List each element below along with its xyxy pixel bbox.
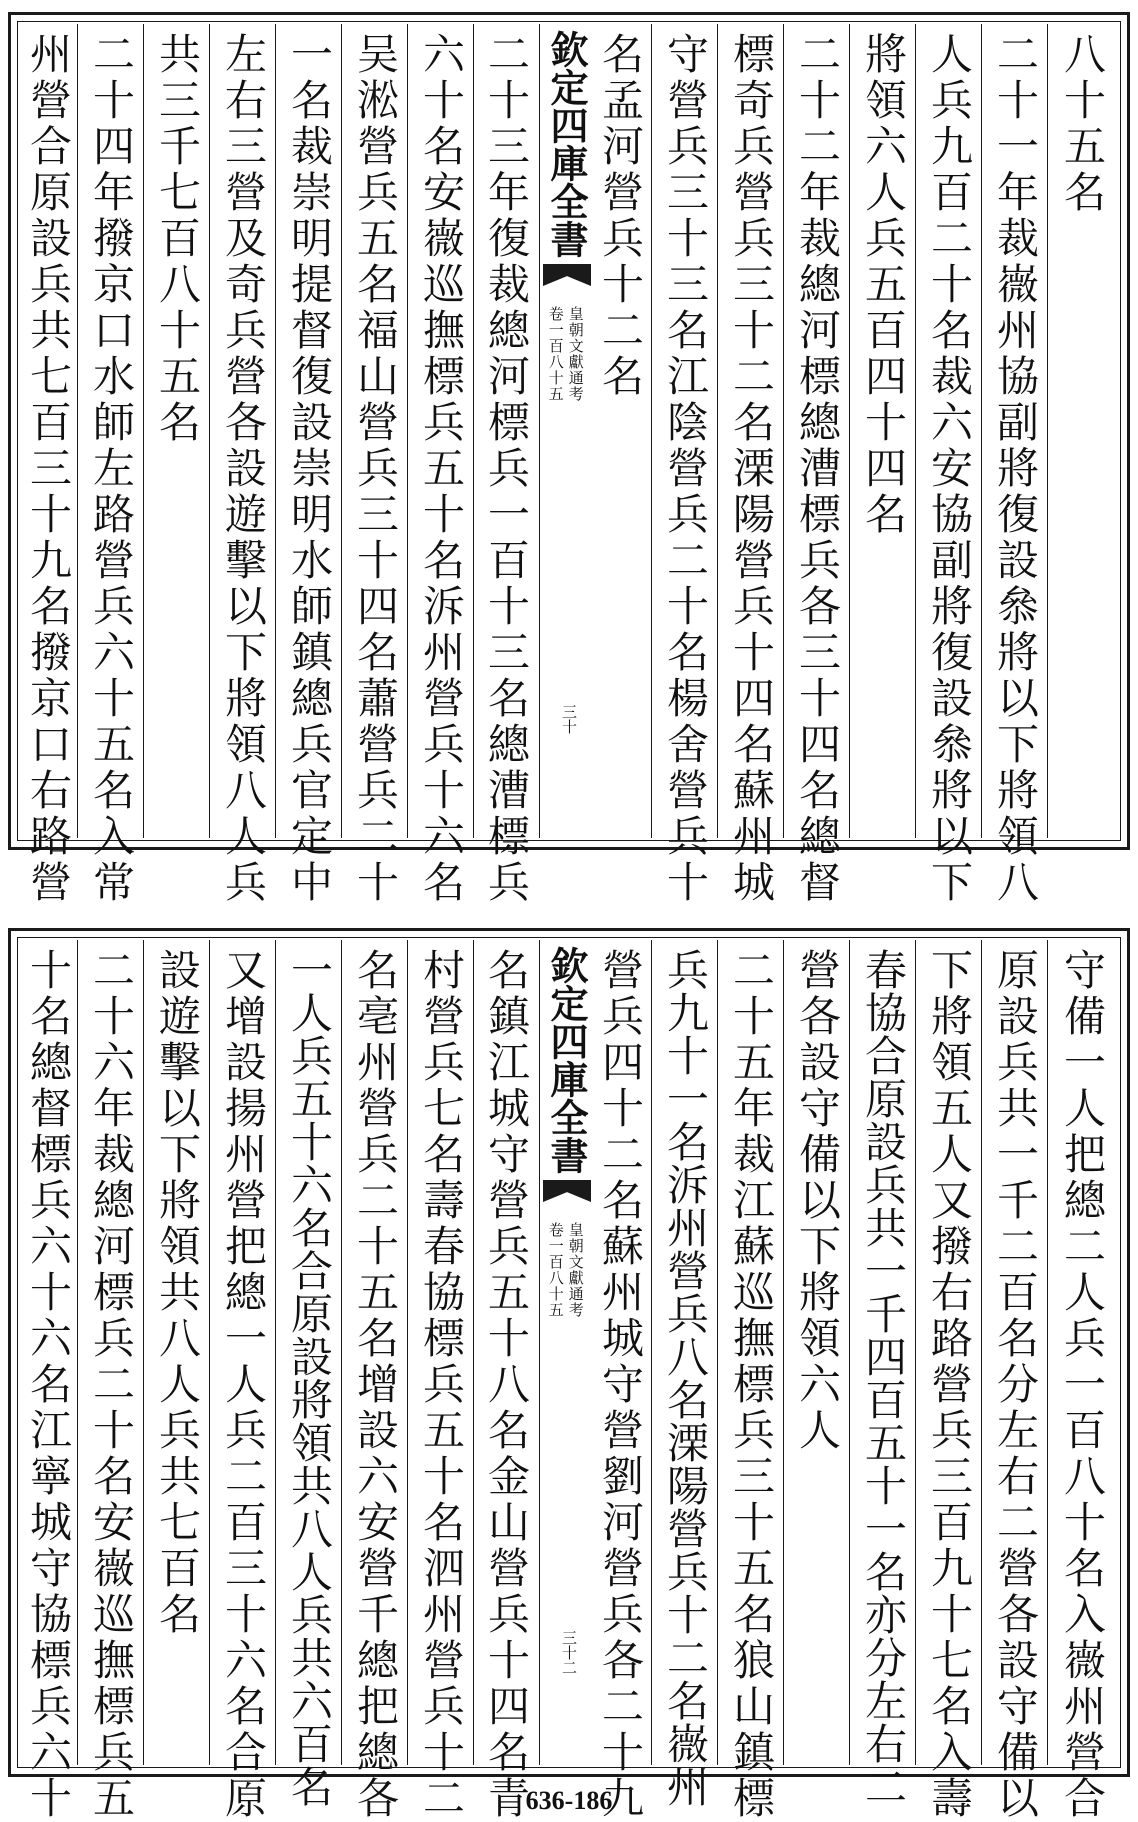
- column-rule: [341, 24, 342, 838]
- column-rule: [143, 940, 144, 1765]
- text-column: [1049, 24, 1115, 838]
- column-rule: [651, 940, 652, 1765]
- text-column: [589, 24, 651, 838]
- column-text: 八十五名: [1058, 32, 1107, 216]
- column-text: 又增設揚州營把總一人兵二百三十六名合原: [219, 948, 268, 1822]
- column-rule: [77, 940, 78, 1765]
- text-column: [983, 24, 1047, 906]
- column-text: 下將領五人又撥右路營兵三百九十七名入壽: [925, 948, 974, 1822]
- column-rule: [341, 940, 342, 1765]
- column-rule: [473, 940, 474, 1765]
- text-column: [983, 940, 1047, 1822]
- text-column: [343, 24, 407, 906]
- column-text: 二十五年裁江蘇巡撫標兵三十五名狼山鎮標: [727, 948, 776, 1822]
- fishtail-mark: [543, 264, 591, 286]
- text-column: [917, 24, 981, 906]
- column-text: 原設兵共一千二百名分左右二營各設守備以: [991, 948, 1040, 1822]
- column-text: 十名總督標兵六十六名江寧城守協標兵六十: [24, 948, 73, 1822]
- column-text: 守備一人把總二人兵一百八十名入嶶州營合: [1058, 948, 1107, 1822]
- column-rule: [209, 940, 210, 1765]
- column-rule: [849, 940, 850, 1765]
- column-text: 二十六年裁總河標兵二十名安嶶巡撫標兵五: [87, 948, 136, 1822]
- column-text: 將領六人兵五百四十四名: [859, 32, 908, 538]
- column-text: 一名裁崇明提督復設崇明水師鎮總兵官定中: [285, 32, 334, 906]
- column-text: 村營兵七名壽春協標兵五十名泗州營兵十二: [417, 948, 466, 1822]
- column-text: 吴淞營兵五名福山營兵三十四名蕭營兵二十: [351, 32, 400, 906]
- text-column: [851, 24, 915, 838]
- column-text: 共三千七百八十五名: [153, 32, 202, 446]
- text-column: [1049, 940, 1115, 1822]
- text-column: [653, 24, 717, 906]
- leaf-number: 三十二: [560, 1630, 578, 1675]
- text-column: [653, 940, 717, 1808]
- column-rule: [981, 24, 982, 838]
- column-text: 人兵九百二十名裁六安協副將復設叅將以下: [925, 32, 974, 906]
- text-column: [475, 940, 537, 1822]
- column-text: 二十三年復裁總河標兵一百十三名總漕標兵: [482, 32, 531, 906]
- banner-title: 欽定四庫全書: [544, 946, 589, 1174]
- column-rule: [717, 940, 718, 1765]
- text-column: [589, 940, 651, 1822]
- column-rule: [783, 940, 784, 1765]
- column-rule: [651, 24, 652, 838]
- column-rule: [915, 940, 916, 1765]
- banner-title: 欽定四庫全書: [544, 30, 589, 258]
- text-column: [917, 940, 981, 1822]
- column-text: 兵九十一名泝州營兵八名溧陽營兵十二名嶶州: [661, 948, 710, 1808]
- column-rule: [981, 940, 982, 1765]
- column-text: 名亳州營兵二十五名增設六安營千總把總各: [351, 948, 400, 1822]
- center-banner: [541, 24, 593, 838]
- column-rule: [717, 24, 718, 838]
- column-text: 名孟河營兵十二名: [596, 32, 645, 400]
- text-column: [343, 940, 407, 1822]
- column-rule: [473, 24, 474, 838]
- text-column: [851, 940, 915, 1808]
- column-rule: [275, 24, 276, 838]
- column-rule: [1047, 940, 1048, 1765]
- text-column: [719, 24, 783, 906]
- column-rule: [915, 24, 916, 838]
- text-column: [277, 24, 341, 906]
- column-text: 二十四年撥京口水師左路營兵六十五名入常: [87, 32, 136, 906]
- column-text: 名鎮江城守營兵五十八名金山營兵十四名青: [482, 948, 531, 1822]
- text-column: [145, 940, 209, 1765]
- column-text: 二十一年裁嶶州協副將復設叅將以下將領八: [991, 32, 1040, 906]
- text-column: [211, 24, 275, 906]
- text-column: [19, 24, 77, 906]
- text-column: [785, 24, 849, 906]
- column-text: 左右三營及奇兵營各設遊擊以下將領八人兵: [219, 32, 268, 906]
- column-rule: [209, 24, 210, 838]
- column-text: 二十二年裁總河標總漕標兵各三十四名總督: [793, 32, 842, 906]
- text-column: [79, 24, 143, 906]
- column-text: 標奇兵營兵三十二名溧陽營兵十四名蘇州城: [727, 32, 776, 906]
- column-rule: [783, 24, 784, 838]
- book-title: 皇朝文獻通考: [566, 306, 585, 402]
- text-column: [409, 940, 473, 1822]
- column-rule: [143, 24, 144, 838]
- page-number: 636-186: [525, 1786, 613, 1815]
- volume-label: 卷一百八十五: [546, 1222, 565, 1318]
- book-title: 皇朝文獻通考: [566, 1222, 585, 1318]
- column-rule: [407, 24, 408, 838]
- leaf-number: 三十: [560, 704, 578, 734]
- volume-label: 卷一百八十五: [546, 306, 565, 402]
- column-rule: [539, 24, 540, 838]
- column-text: 營各設守備以下將領六人: [793, 948, 842, 1454]
- column-text: 設遊擊以下將領共八人兵共七百名: [153, 948, 202, 1638]
- text-column: [719, 940, 783, 1822]
- column-text: 州營合原設兵共七百三十九名撥京口右路營: [24, 32, 73, 906]
- column-rule: [275, 940, 276, 1765]
- text-column: [277, 940, 341, 1808]
- column-text: 春協合原設兵共一千四百五十一名亦分左右二: [859, 948, 908, 1808]
- text-column: [785, 940, 849, 1765]
- text-column: [475, 24, 537, 906]
- text-column: [409, 24, 473, 906]
- text-column: [145, 24, 209, 838]
- column-rule: [1047, 24, 1048, 838]
- column-rule: [77, 24, 78, 838]
- column-rule: [849, 24, 850, 838]
- center-banner: [541, 940, 593, 1765]
- text-column: [211, 940, 275, 1822]
- column-text: 六十名安嶶巡撫標兵五十名泝州營兵十六名: [417, 32, 466, 906]
- text-column: [19, 940, 77, 1822]
- column-text: 守營兵三十三名江陰營兵二十名楊舍營兵十: [661, 32, 710, 906]
- column-text: 一人兵五十六名合原設將領共八人兵共六百名: [285, 948, 334, 1808]
- column-text: 營兵四十二名蘇州城守營劉河營兵各二十九: [596, 948, 645, 1822]
- top-page: [8, 12, 1130, 906]
- column-rule: [539, 940, 540, 1765]
- text-column: [79, 940, 143, 1822]
- column-rule: [407, 940, 408, 1765]
- fishtail-mark: [543, 1180, 591, 1202]
